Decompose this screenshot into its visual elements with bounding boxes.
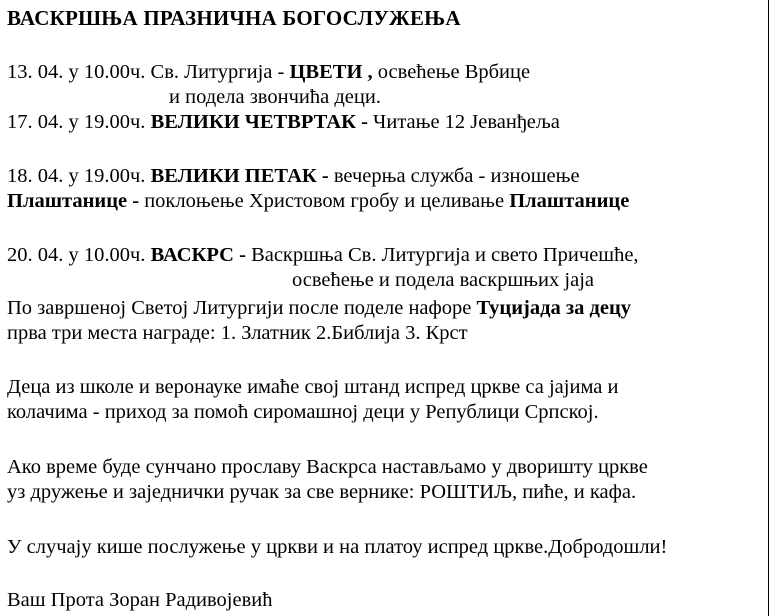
event-great-friday xyxy=(7,164,580,188)
event-description: поклоњење Христовом гробу и целивање xyxy=(139,190,510,212)
event-description: вечерња служба - изношење xyxy=(328,165,580,187)
event-date: 17. 04. у 19.00ч. xyxy=(7,111,151,133)
event-name: ВЕЛИКИ ЧЕТВРТАК - xyxy=(150,111,368,133)
event-description: Читање 12 Јеванђеља xyxy=(367,111,560,133)
weather-paragraph-line-2: уз дружење и заједнички ручак за све вернике: РОШТИЉ, пиће, и кафа. xyxy=(7,481,637,503)
event-palm-sunday xyxy=(7,60,530,84)
egg-contest-name: Туцијада за децу xyxy=(476,297,632,319)
signature: Ваш Прота Зоран Радивојевић xyxy=(7,589,273,611)
event-name: ЦВЕТИ , xyxy=(289,61,373,83)
event-name: ВЕЛИКИ ПЕТАК - xyxy=(150,165,329,187)
weather-paragraph-line-1: Ако време буде сунчано прославу Васкрса настављамо у дворишту цркве xyxy=(7,456,648,478)
event-easter xyxy=(7,243,639,267)
event-easter-continued: освећење и подела васкршњих јаја xyxy=(292,269,594,291)
event-date: 20. 04. у 10.00ч. xyxy=(7,244,151,266)
egg-contest-intro: По завршеној Светој Литургији после поделе нафоре xyxy=(7,297,477,319)
stand-paragraph-line-1: Деца из школе и веронауке имаће свој штанд испред цркве са јајима и xyxy=(7,376,619,398)
page-title: ВАСКРШЊА ПРАЗНИЧНА БОГОСЛУЖЕЊА xyxy=(7,6,461,30)
event-date: 18. 04. у 19.00ч. xyxy=(7,165,151,187)
event-date: 13. 04. у 10.00ч. Св. Литургија - xyxy=(7,61,290,83)
event-palm-sunday-continued: и подела звончића деци. xyxy=(169,86,381,108)
event-highlight: Плаштанице xyxy=(509,190,630,212)
egg-contest-prizes: прва три места награде: 1. Златник 2.Библија 3. Крст xyxy=(7,322,468,344)
rain-paragraph: У случају кише послужење у цркви и на платоу испред цркве.Добродошли! xyxy=(7,536,668,558)
egg-contest-line xyxy=(7,296,631,320)
event-description: освећење Врбице xyxy=(372,61,531,83)
event-great-friday-continued xyxy=(7,189,629,213)
event-great-thursday xyxy=(7,110,560,134)
event-highlight: Плаштанице - xyxy=(7,190,140,212)
stand-paragraph-line-2: колачима - приход за помоћ сиромашној деци у Републици Српској. xyxy=(7,401,599,423)
event-name: ВАСКРС - xyxy=(150,244,246,266)
event-description: Васкршња Св. Литургија и свето Причешће, xyxy=(245,244,639,266)
